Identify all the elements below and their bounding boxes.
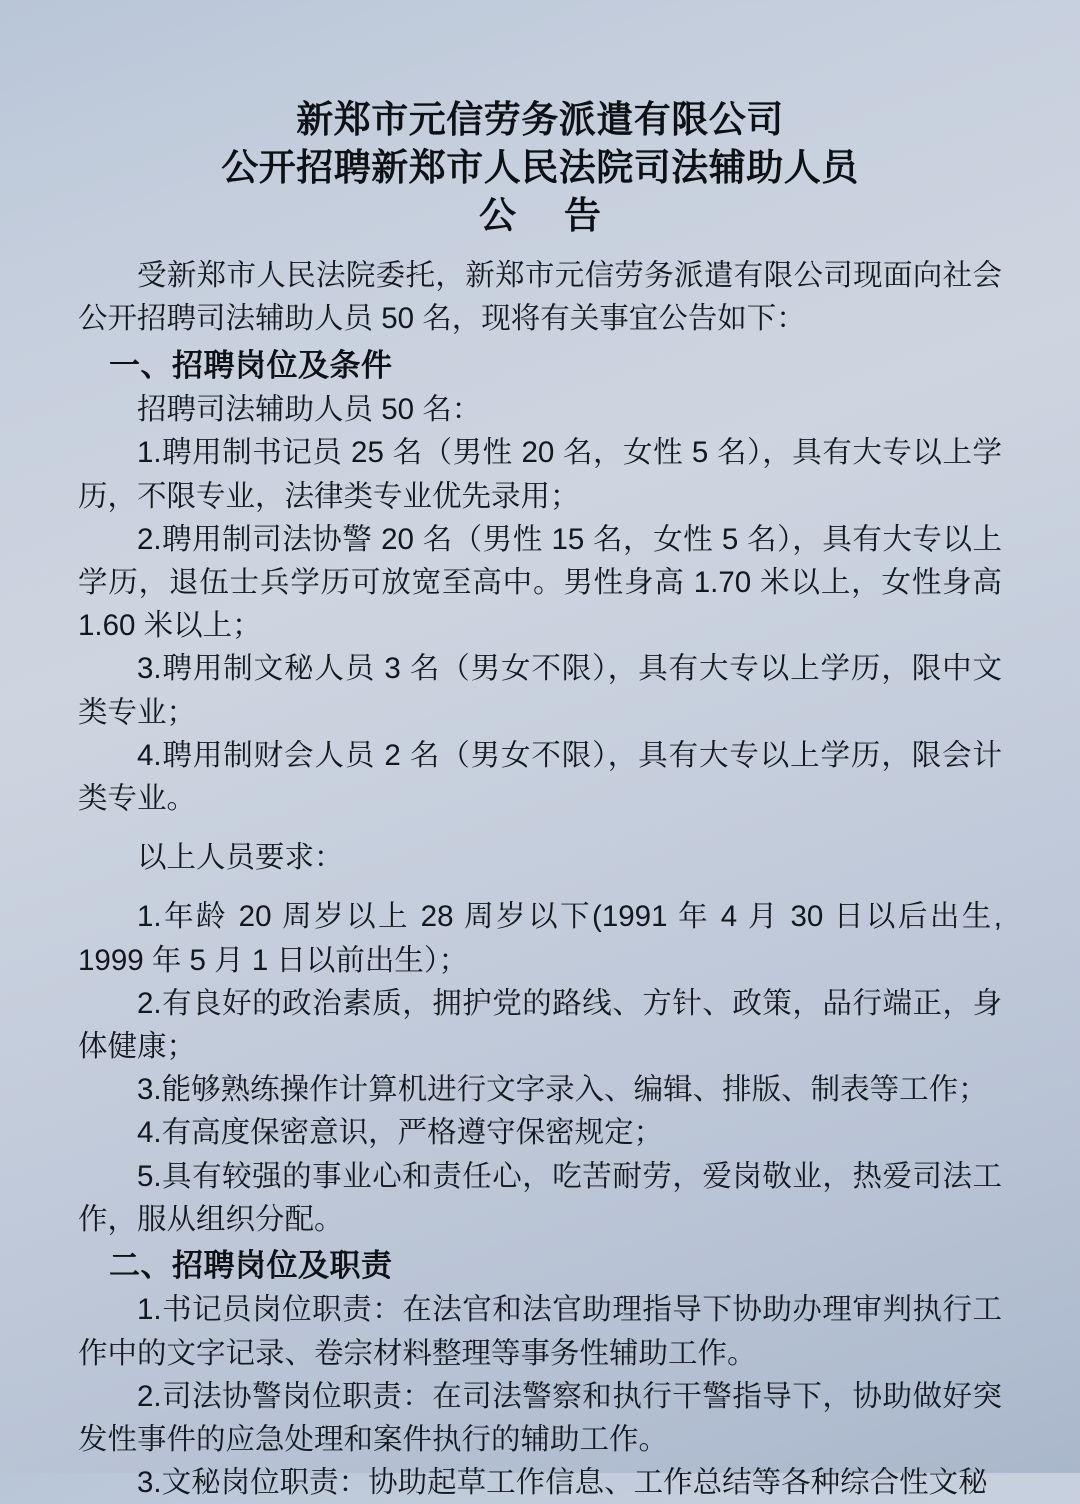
paragraph: 2.有良好的政治素质，拥护党的路线、方针、政策，品行端正，身体健康；: [78, 986, 1002, 1063]
intro-paragraph: 受新郑市人民法院委托，新郑市元信劳务派遣有限公司现面向社会公开招聘司法辅助人员 50 名，现将有关事宜公告如下：: [78, 259, 1002, 336]
paragraph: 4.有高度保密意识，严格遵守保密规定；: [137, 1116, 664, 1150]
paragraph: 以上人员要求：: [137, 841, 344, 875]
paragraph: 1.聘用制书记员 25 名（男性 20 名，女性 5 名），具有大专以上学历，不限专业，法律类专业优先录用；: [78, 436, 1002, 513]
paragraph: 3.能够熟练操作计算机进行文字录入、编辑、排版、制表等工作；: [137, 1073, 988, 1107]
paragraph: 4.聘用制财会人员 2 名（男女不限），具有大专以上学历，限会计类专业。: [78, 738, 1002, 815]
paragraph: 2.司法协警岗位职责：在司法警察和执行干警指导下，协助做好突发性事件的应急处理和案件执行的辅助工作。: [78, 1379, 1002, 1456]
paragraph: 2.聘用制司法协警 20 名（男性 15 名，女性 5 名），具有大专以上学历，退伍士兵学历可放宽至高中。男性身高 1.70 米以上，女性身高 1.60 米以上；: [78, 522, 1002, 643]
title-line-3: 公告: [479, 195, 649, 237]
document-title: [78, 96, 1002, 240]
paragraph: 1.书记员岗位职责：在法官和法官助理指导下协助办理审判执行工作中的文字记录、卷宗材料整理等事务性辅助工作。: [78, 1293, 1002, 1370]
section-heading-1: 一、招聘岗位及条件: [109, 347, 393, 383]
title-line-1: 新郑市元信劳务派遣有限公司: [296, 99, 784, 140]
document-body: [78, 254, 1002, 1504]
section-heading-2: 二、招聘岗位及职责: [109, 1247, 393, 1283]
paragraph: 5.具有较强的事业心和责任心，吃苦耐劳，爱岗敬业，热爱司法工作，服从组织分配。: [78, 1159, 1002, 1236]
paragraph: 招聘司法辅助人员 50 名：: [137, 393, 482, 427]
paragraph: 1.年龄 20 周岁以上 28 周岁以下(1991 年 4 月 30 日以后出生, 1999 年 5 月 1 日以前出生）；: [78, 900, 1002, 977]
paragraph: 3.聘用制文秘人员 3 名（男女不限），具有大专以上学历，限中文类专业；: [78, 652, 1002, 729]
title-line-2: 公开招聘新郑市人民法院司法辅助人员: [221, 147, 859, 189]
paragraph: 3.文秘岗位职责：协助起草工作信息、工作总结等各种综合性文秘: [137, 1466, 988, 1500]
